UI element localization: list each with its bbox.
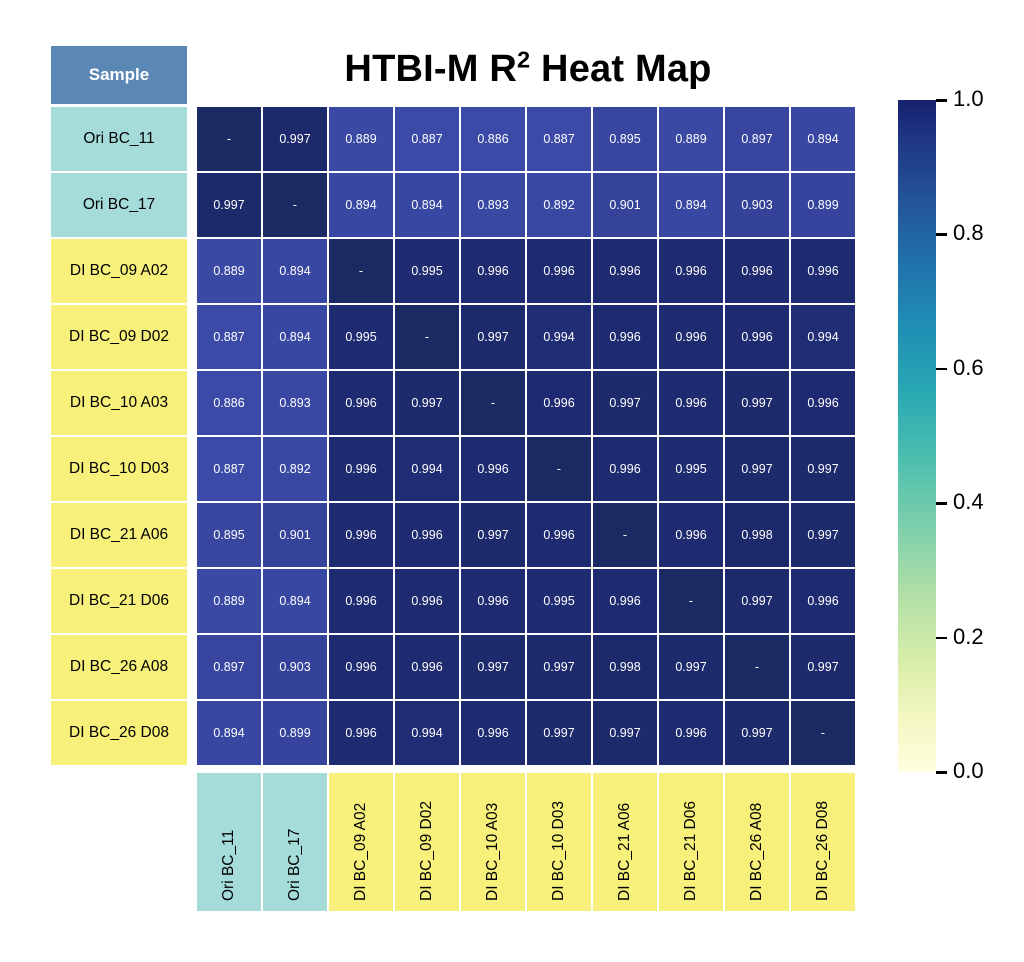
heatmap-cell	[196, 436, 262, 502]
heatmap-cell	[724, 238, 790, 304]
heatmap-cell-value: 0.889	[213, 594, 245, 608]
heatmap-cell-value: -	[424, 330, 430, 344]
heatmap-cell	[196, 634, 262, 700]
heatmap-cell-value: 0.903	[741, 198, 773, 212]
heatmap-cell	[328, 634, 394, 700]
heatmap-cell	[526, 172, 592, 238]
heatmap-cell	[592, 502, 658, 568]
heatmap-cell-value: 0.998	[609, 660, 641, 674]
heatmap-cell-value: 0.996	[609, 330, 641, 344]
heatmap-cell	[262, 634, 328, 700]
row-label-text: DI BC_26 D08	[69, 724, 169, 741]
row-label	[50, 370, 188, 436]
heatmap-cell-value: 0.996	[345, 594, 377, 608]
heatmap-cell-value: 0.997	[741, 396, 773, 410]
heatmap-cell	[394, 106, 460, 172]
column-label	[658, 772, 724, 912]
row-label	[50, 634, 188, 700]
heatmap-cell	[790, 172, 856, 238]
heatmap-cell-value: 0.996	[675, 330, 707, 344]
page-title	[196, 46, 860, 91]
heatmap-cell	[526, 370, 592, 436]
heatmap-cell-value: 0.996	[609, 594, 641, 608]
colorbar-tick-mark	[936, 502, 947, 505]
heatmap-cell-value: 0.899	[279, 726, 311, 740]
heatmap-cell-value: 0.903	[279, 660, 311, 674]
heatmap-cell	[658, 370, 724, 436]
heatmap-cell-value: -	[292, 198, 298, 212]
heatmap-cell	[196, 700, 262, 766]
heatmap-cell-value: 0.998	[741, 528, 773, 542]
heatmap-cell-value: 0.894	[213, 726, 245, 740]
heatmap-cell-value: 0.996	[477, 264, 509, 278]
column-label	[526, 772, 592, 912]
heatmap-cell-value: 0.996	[345, 396, 377, 410]
heatmap-cell	[592, 436, 658, 502]
heatmap-cell-value: 0.995	[345, 330, 377, 344]
column-label-text: Ori BC_17	[286, 828, 303, 901]
heatmap-cell	[658, 502, 724, 568]
heatmap-cell	[262, 172, 328, 238]
heatmap-cell-value: 0.996	[675, 264, 707, 278]
heatmap-cell	[262, 304, 328, 370]
column-label	[724, 772, 790, 912]
heatmap-cell	[460, 700, 526, 766]
heatmap-cell	[658, 172, 724, 238]
heatmap-cell-value: 0.997	[279, 132, 311, 146]
heatmap-cell	[460, 436, 526, 502]
colorbar-ticks	[936, 86, 1024, 783]
heatmap-cell	[328, 502, 394, 568]
heatmap-cell	[526, 634, 592, 700]
heatmap-cell	[724, 700, 790, 766]
row-label-text: DI BC_09 D02	[69, 328, 169, 345]
colorbar-tick-label: 0.8	[953, 220, 984, 246]
colorbar-tick-mark	[936, 368, 947, 371]
row-label-text: DI BC_21 D06	[69, 592, 169, 609]
heatmap-cell	[196, 568, 262, 634]
heatmap-cell	[328, 436, 394, 502]
heatmap-cell-value: -	[556, 462, 562, 476]
heatmap-cell-value: 0.895	[213, 528, 245, 542]
heatmap-cell-value: -	[358, 264, 364, 278]
heatmap-cell	[262, 238, 328, 304]
heatmap-cell	[262, 568, 328, 634]
heatmap-cell	[262, 436, 328, 502]
heatmap-cell-value: 0.894	[279, 594, 311, 608]
heatmap-cell-value: 0.995	[675, 462, 707, 476]
heatmap-grid	[196, 106, 856, 766]
heatmap-cell	[526, 106, 592, 172]
heatmap-cell	[724, 568, 790, 634]
heatmap-cell	[394, 304, 460, 370]
heatmap-cell	[658, 700, 724, 766]
heatmap-cell	[328, 568, 394, 634]
column-label	[460, 772, 526, 912]
heatmap-cell	[526, 568, 592, 634]
heatmap-cell	[394, 634, 460, 700]
heatmap-cell-value: 0.899	[807, 198, 839, 212]
heatmap-cell-value: 0.889	[213, 264, 245, 278]
colorbar-tick-label: 1.0	[953, 86, 984, 111]
heatmap-cell-value: 0.996	[543, 396, 575, 410]
heatmap-cell	[790, 634, 856, 700]
heatmap-cell-value: 0.996	[345, 528, 377, 542]
heatmap-cell	[790, 304, 856, 370]
heatmap-cell-value: 0.997	[807, 462, 839, 476]
heatmap-cell-value: 0.886	[213, 396, 245, 410]
colorbar-tick-mark	[936, 233, 947, 236]
heatmap-cell	[394, 436, 460, 502]
heatmap-cell	[658, 436, 724, 502]
heatmap-cell-value: 0.994	[543, 330, 575, 344]
heatmap-cell-value: -	[622, 528, 628, 542]
heatmap-cell-value: 0.895	[609, 132, 641, 146]
sample-header-cell	[50, 45, 188, 105]
heatmap-cell	[592, 700, 658, 766]
heatmap-cell	[724, 304, 790, 370]
row-label-text: Ori BC_11	[83, 130, 155, 147]
heatmap-cell-value: 0.892	[543, 198, 575, 212]
heatmap-cell-value: 0.997	[477, 330, 509, 344]
heatmap-cell-value: 0.997	[741, 462, 773, 476]
heatmap-cell	[790, 502, 856, 568]
colorbar-tick-label: 0.4	[953, 489, 984, 515]
heatmap-cell	[196, 370, 262, 436]
heatmap-cell	[262, 502, 328, 568]
heatmap-cell-value: 0.997	[741, 726, 773, 740]
column-label-text: DI BC_21 D06	[682, 801, 699, 901]
row-label	[50, 304, 188, 370]
heatmap-cell	[460, 172, 526, 238]
heatmap-cell-value: 0.996	[741, 330, 773, 344]
heatmap-cell	[460, 370, 526, 436]
column-label-text: DI BC_26 A08	[748, 802, 765, 901]
column-label	[196, 772, 262, 912]
heatmap-cell	[394, 172, 460, 238]
heatmap-cell	[592, 238, 658, 304]
colorbar-tick-mark	[936, 771, 947, 774]
heatmap-cell	[262, 370, 328, 436]
heatmap-cell	[658, 238, 724, 304]
heatmap-cell-value: 0.889	[345, 132, 377, 146]
heatmap-cell-value: 0.996	[675, 528, 707, 542]
heatmap-cell	[460, 634, 526, 700]
heatmap-cell	[196, 304, 262, 370]
heatmap-cell	[592, 568, 658, 634]
heatmap-cell	[790, 436, 856, 502]
heatmap-cell	[724, 436, 790, 502]
heatmap-cell-value: 0.894	[411, 198, 443, 212]
heatmap-cell	[394, 502, 460, 568]
column-label	[394, 772, 460, 912]
sample-header-label: Sample	[88, 65, 150, 84]
row-label	[50, 568, 188, 634]
heatmap-cell-value: 0.997	[609, 396, 641, 410]
heatmap-cell-value: 0.996	[411, 660, 443, 674]
title-text: HTBI-M $R^2$ Heat Map	[344, 46, 712, 90]
row-label	[50, 502, 188, 568]
heatmap-cell	[724, 502, 790, 568]
row-label	[50, 238, 188, 304]
heatmap-cell	[658, 106, 724, 172]
row-label-text: DI BC_26 A08	[69, 658, 169, 675]
heatmap-cell-value: 0.887	[213, 330, 245, 344]
heatmap-cell-value: 0.997	[609, 726, 641, 740]
heatmap-cell	[460, 502, 526, 568]
heatmap-cell-value: 0.894	[675, 198, 707, 212]
heatmap-cell-value: 0.996	[345, 660, 377, 674]
heatmap-cell	[526, 304, 592, 370]
heatmap-cell	[526, 700, 592, 766]
heatmap-cell	[394, 238, 460, 304]
colorbar-tick-label: 0.6	[953, 354, 984, 380]
column-label-text: DI BC_10 D03	[550, 801, 567, 901]
heatmap-cell-value: -	[490, 396, 496, 410]
column-label	[328, 772, 394, 912]
heatmap-cell	[526, 436, 592, 502]
heatmap-cell	[592, 370, 658, 436]
heatmap-cell	[196, 106, 262, 172]
heatmap-cell-value: 0.893	[477, 198, 509, 212]
column-label-row	[196, 772, 856, 912]
heatmap-cell-value: 0.901	[279, 528, 311, 542]
heatmap-cell	[592, 304, 658, 370]
row-label-text: DI BC_10 D03	[69, 460, 169, 477]
column-label-text: DI BC_09 A02	[352, 802, 369, 901]
heatmap-cell	[724, 370, 790, 436]
heatmap-cell-value: 0.886	[477, 132, 509, 146]
heatmap-cell-value: 0.894	[345, 198, 377, 212]
heatmap-cell	[592, 172, 658, 238]
heatmap-cell	[724, 106, 790, 172]
heatmap-cell-value: 0.996	[807, 396, 839, 410]
heatmap-cell	[262, 106, 328, 172]
heatmap-cell-value: 0.996	[477, 594, 509, 608]
row-label	[50, 106, 188, 172]
heatmap-cell-value: 0.892	[279, 462, 311, 476]
colorbar-tick-label: 0.0	[953, 758, 984, 783]
row-label-text: DI BC_21 A06	[69, 526, 169, 543]
heatmap-cell	[328, 304, 394, 370]
heatmap-cell	[460, 304, 526, 370]
column-label	[592, 772, 658, 912]
heatmap-cell	[328, 370, 394, 436]
heatmap-cell	[790, 238, 856, 304]
row-label-text: Ori BC_17	[82, 196, 156, 213]
heatmap-cell	[592, 634, 658, 700]
heatmap-cell-value: 0.996	[477, 726, 509, 740]
heatmap-cell-value: 0.996	[675, 396, 707, 410]
heatmap-cell	[460, 238, 526, 304]
heatmap-cell-value: -	[226, 132, 232, 146]
heatmap-cell-value: 0.996	[543, 264, 575, 278]
heatmap-cell	[460, 568, 526, 634]
heatmap-cell	[328, 106, 394, 172]
heatmap-cell	[724, 634, 790, 700]
heatmap-cell	[790, 106, 856, 172]
heatmap-cell-value: 0.997	[807, 528, 839, 542]
heatmap-cell-value: 0.997	[477, 660, 509, 674]
heatmap-cell-value: 0.994	[411, 462, 443, 476]
heatmap-cell-value: 0.994	[807, 330, 839, 344]
colorbar-tick-label: 0.2	[953, 623, 984, 649]
row-label-text: DI BC_10 A03	[69, 394, 169, 411]
heatmap-cell-value: 0.887	[213, 462, 245, 476]
heatmap-cell-value: 0.901	[609, 198, 641, 212]
heatmap-cell	[790, 370, 856, 436]
column-label	[790, 772, 856, 912]
heatmap-cell	[658, 634, 724, 700]
heatmap-cell-value: 0.996	[345, 462, 377, 476]
heatmap-cell	[790, 700, 856, 766]
heatmap-cell-value: -	[754, 660, 760, 674]
heatmap-cell	[394, 370, 460, 436]
heatmap-cell	[526, 238, 592, 304]
heatmap-cell-value: 0.995	[543, 594, 575, 608]
column-label-text: DI BC_21 A06	[616, 802, 633, 901]
heatmap-cell-value: 0.887	[411, 132, 443, 146]
heatmap-cell	[658, 304, 724, 370]
colorbar-gradient	[898, 100, 936, 772]
heatmap-cell-value: 0.887	[543, 132, 575, 146]
heatmap-cell-value: 0.996	[609, 264, 641, 278]
row-label	[50, 172, 188, 238]
heatmap-cell	[328, 238, 394, 304]
heatmap-cell-value: 0.994	[411, 726, 443, 740]
heatmap-cell-value: 0.894	[279, 330, 311, 344]
heatmap-cell-value: 0.889	[675, 132, 707, 146]
heatmap-cell	[592, 106, 658, 172]
heatmap-cell-value: 0.897	[213, 660, 245, 674]
heatmap-cell-value: 0.997	[411, 396, 443, 410]
heatmap-cell-value: 0.997	[675, 660, 707, 674]
heatmap-cell	[328, 172, 394, 238]
heatmap-cell	[526, 502, 592, 568]
heatmap-cell-value: 0.997	[543, 660, 575, 674]
heatmap-cell-value: 0.996	[477, 462, 509, 476]
column-label-text: Ori BC_11	[220, 829, 237, 901]
heatmap-cell	[790, 568, 856, 634]
row-label-column	[50, 106, 188, 766]
column-label-text: DI BC_10 A03	[484, 802, 501, 901]
heatmap-cell-value: 0.996	[609, 462, 641, 476]
heatmap-cell-value: 0.996	[411, 594, 443, 608]
row-label	[50, 700, 188, 766]
heatmap-cell-value: 0.897	[741, 132, 773, 146]
heatmap-cell-value: 0.893	[279, 396, 311, 410]
heatmap-cell-value: 0.996	[807, 264, 839, 278]
heatmap-cell-value: -	[688, 594, 694, 608]
column-label-text: DI BC_26 D08	[814, 801, 831, 901]
heatmap-cell	[196, 502, 262, 568]
heatmap-cell	[658, 568, 724, 634]
heatmap-cell	[262, 700, 328, 766]
colorbar-tick-mark	[936, 99, 947, 102]
heatmap-cell-value: 0.997	[213, 198, 245, 212]
heatmap-cell	[196, 238, 262, 304]
colorbar-tick-mark	[936, 637, 947, 640]
heatmap-cell	[328, 700, 394, 766]
heatmap-cell	[394, 700, 460, 766]
heatmap-cell-value: 0.996	[807, 594, 839, 608]
heatmap-cell-value: 0.997	[543, 726, 575, 740]
heatmap-cell-value: 0.996	[741, 264, 773, 278]
column-label	[262, 772, 328, 912]
heatmap-cell	[394, 568, 460, 634]
heatmap-cell	[196, 172, 262, 238]
heatmap-cell-value: 0.894	[279, 264, 311, 278]
column-label-text: DI BC_09 D02	[418, 801, 435, 901]
heatmap-cell-value: 0.996	[543, 528, 575, 542]
heatmap-cell-value: 0.894	[807, 132, 839, 146]
row-label-text: DI BC_09 A02	[69, 262, 169, 279]
row-label	[50, 436, 188, 502]
heatmap-cell-value: 0.995	[411, 264, 443, 278]
heatmap-cell-value: 0.996	[675, 726, 707, 740]
heatmap-cell-value: 0.997	[477, 528, 509, 542]
heatmap-cell-value: 0.996	[411, 528, 443, 542]
heatmap-cell	[724, 172, 790, 238]
heatmap-cell-value: 0.996	[345, 726, 377, 740]
heatmap-cell-value: -	[820, 726, 826, 740]
heatmap-cell-value: 0.997	[807, 660, 839, 674]
heatmap-cell	[460, 106, 526, 172]
heatmap-cell-value: 0.997	[741, 594, 773, 608]
